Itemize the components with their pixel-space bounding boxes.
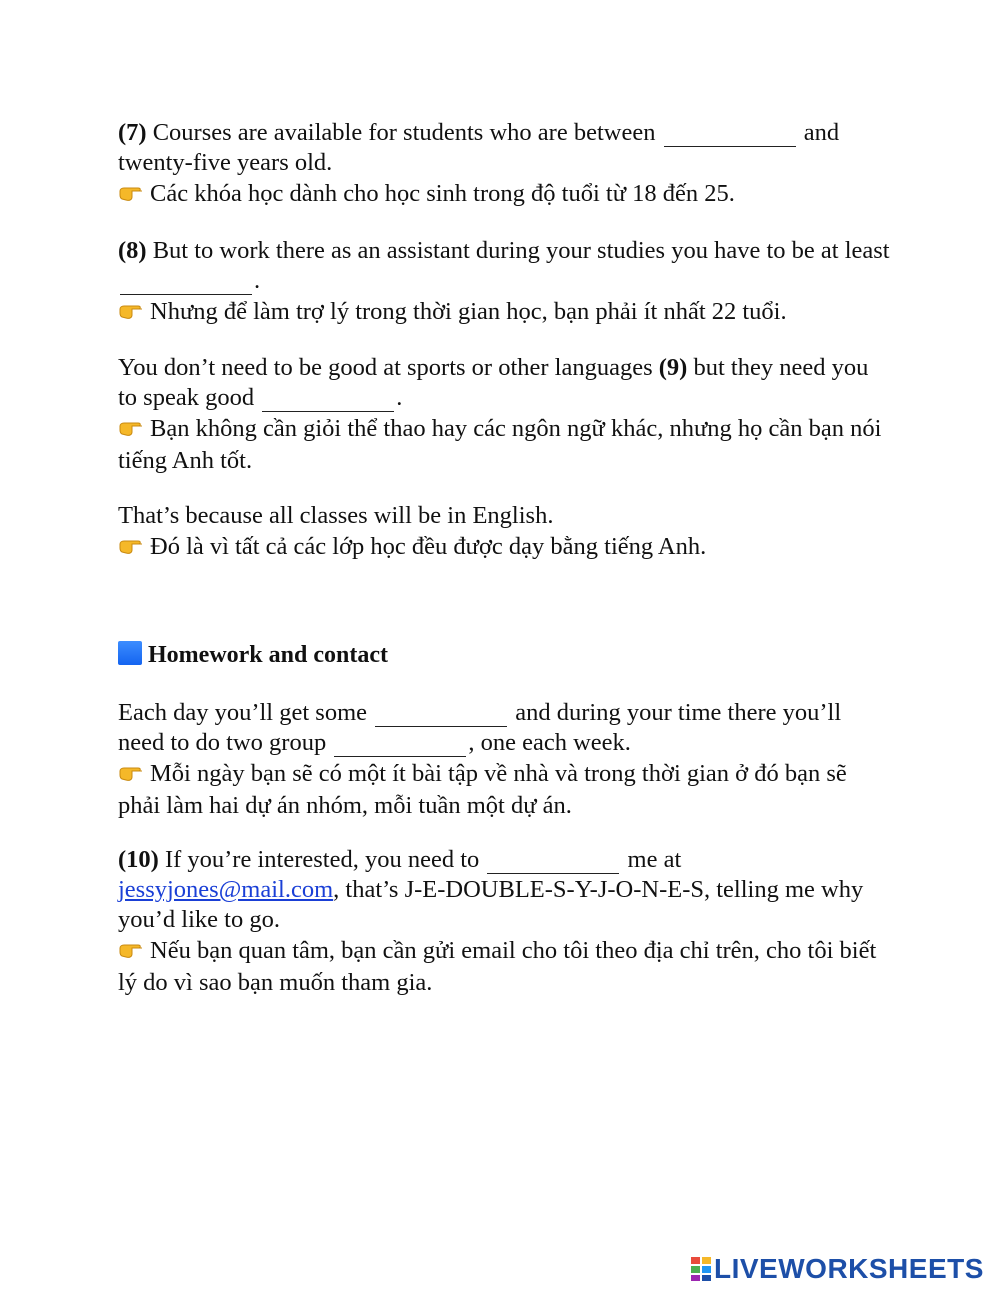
liveworksheets-logo <box>690 1254 984 1284</box>
logo-mark-icon <box>690 1256 712 1282</box>
question-7 <box>118 118 893 210</box>
email-link[interactable]: jessyjones@mail.com <box>118 876 334 903</box>
answer-input-7[interactable] <box>664 124 796 147</box>
section-title: Homework and contact <box>148 642 388 668</box>
answer-input-8[interactable] <box>120 272 252 295</box>
question-9 <box>118 353 893 477</box>
pointing-hand-icon <box>118 183 146 203</box>
pointing-hand-icon <box>118 940 146 960</box>
translation-8: Nhưng để làm trợ lý trong thời gian học, bạn phải ít nhất 22 tuổi. <box>118 296 893 328</box>
pointing-hand-icon <box>118 301 146 321</box>
question-9-text: You don’t need to be good at sports or other languages (9) but they need you to speak good . <box>118 354 869 411</box>
answer-input-9[interactable] <box>262 389 394 412</box>
question-8-text: (8) But to work there as an assistant during your studies you have to be at least . <box>118 237 890 294</box>
translation-english: Đó là vì tất cả các lớp học đều được dạy bằng tiếng Anh. <box>118 531 893 563</box>
answer-input-10[interactable] <box>487 851 619 874</box>
pointing-hand-icon <box>118 536 146 556</box>
homework-text: Each day you’ll get some and during your time there you’ll need to do two group , one each week. <box>118 699 842 756</box>
translation-10: Nếu bạn quan tâm, bạn cần gửi email cho tôi theo địa chỉ trên, cho tôi biết lý do vì sao bạn muốn tham gia. <box>118 937 877 996</box>
translation-homework: Mỗi ngày bạn sẽ có một ít bài tập về nhà và trong thời gian ở đó bạn sẽ phải làm hai dự án nhóm, mỗi tuần một dự án. <box>118 760 847 819</box>
question-7-text: (7) Courses are available for students who are between and twenty-five years old. <box>118 119 840 176</box>
logo-text: LIVEWORKSHEETS <box>714 1253 984 1284</box>
answer-input-homework[interactable] <box>375 704 507 727</box>
question-8 <box>118 236 893 328</box>
question-number: (9) <box>658 354 688 381</box>
question-number: (8) <box>118 237 147 264</box>
section-heading <box>118 640 893 670</box>
translation-9: Bạn không cần giỏi thể thao hay các ngôn ngữ khác, nhưng họ cần bạn nói tiếng Anh tốt. <box>118 415 882 474</box>
blue-square-icon <box>118 641 142 665</box>
pointing-hand-icon <box>118 418 146 438</box>
pointing-hand-icon <box>118 763 146 783</box>
homework-paragraph <box>118 698 893 822</box>
question-10-text: (10) If you’re interested, you need to me at jessyjones@mail.com, that’s J-E-DOUBLE-S-Y-J-O-N-E-S, telling me why you’d like to go. <box>118 846 864 933</box>
question-number: (7) <box>118 119 147 146</box>
english-note-text: That’s because all classes will be in English. <box>118 502 554 529</box>
english-note <box>118 501 893 563</box>
question-10 <box>118 845 893 999</box>
question-number: (10) <box>118 846 159 873</box>
answer-input-projects[interactable] <box>334 734 466 757</box>
translation-7: Các khóa học dành cho học sinh trong độ tuổi từ 18 đến 25. <box>118 178 893 210</box>
